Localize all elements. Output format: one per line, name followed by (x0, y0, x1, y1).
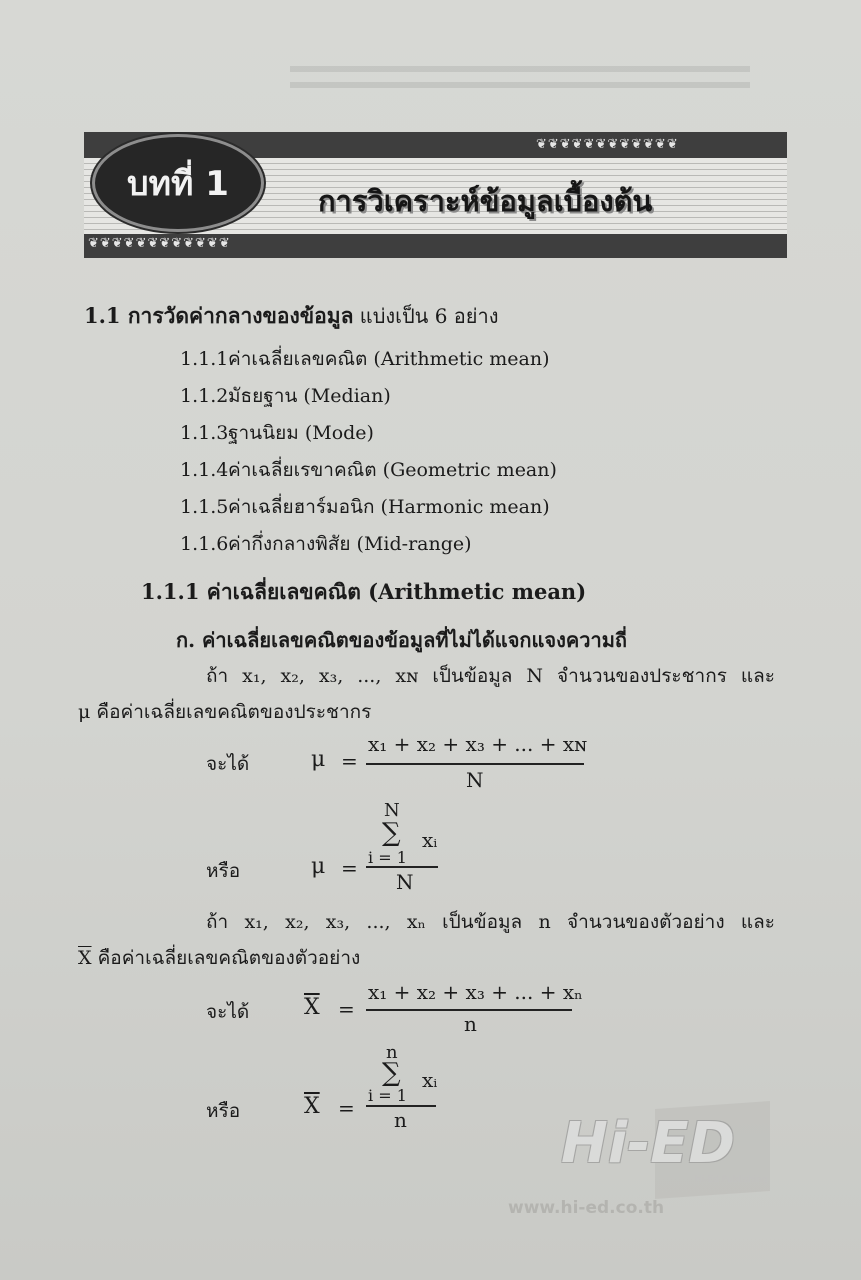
item-label: ฐานนิยม (Mode) (228, 422, 374, 444)
equals-sign: = (338, 997, 355, 1021)
bleed-through (290, 66, 750, 106)
summation-lower: i = 1 (368, 1086, 407, 1105)
item-label: ค่าเฉลี่ยเรขาคณิต (Geometric mean) (228, 459, 557, 481)
summation-upper: n (386, 1042, 398, 1063)
paragraph-text: คือค่าเฉลี่ยเลขคณิตของตัวอย่าง (91, 947, 361, 969)
item-label: มัธยฐาน (Median) (228, 385, 391, 407)
list-item (180, 455, 557, 492)
summation-term: xᵢ (422, 828, 438, 852)
item-number: 1.1.4 (180, 459, 229, 481)
paragraph-line: ถ้า x₁, x₂, x₃, ..., xɴ เป็นข้อมูล N จำนวนของประชากร และ (206, 665, 775, 687)
fraction-bar (366, 1009, 572, 1011)
xbar-symbol: $\overline{X}$ (304, 995, 320, 1020)
subsubsection-heading: ก. ค่าเฉลี่ยเลขคณิตของข้อมูลที่ไม่ได้แจกแจงความถี่ (176, 628, 628, 652)
leaf-ornament-icon: ❦❦❦❦❦❦❦❦❦❦❦❦ (536, 137, 679, 152)
item-label: ค่าเฉลี่ยเลขคณิต (Arithmetic mean) (228, 348, 550, 370)
section-heading-main: 1.1 การวัดค่ากลางของข้อมูล (84, 303, 354, 328)
publisher-url: www.hi-ed.co.th (508, 1198, 665, 1218)
mu-symbol: μ (311, 854, 326, 879)
chapter-badge (92, 134, 264, 232)
fraction-denominator: n (464, 1012, 477, 1036)
section-heading-suffix: แบ่งเป็น 6 อย่าง (359, 304, 499, 328)
paragraph-line: ถ้า x₁, x₂, x₃, ..., xₙ เป็นข้อมูล n จำนวนของตัวอย่าง และ (206, 911, 775, 933)
mu-symbol: μ (311, 747, 326, 772)
item-label: ค่ากึ่งกลางพิสัย (Mid-range) (228, 533, 472, 555)
item-number: 1.1.2 (180, 385, 229, 407)
logo-text: Hi-ED (561, 1111, 736, 1176)
fraction-bar (366, 866, 438, 868)
fraction-numerator: x₁ + x₂ + x₃ + ... + xɴ (368, 732, 588, 756)
summation-upper: N (384, 800, 400, 821)
equals-sign: = (341, 856, 358, 880)
equals-sign: = (338, 1096, 355, 1120)
equation-label: จะได้ (206, 753, 250, 775)
fraction-bar (366, 1105, 436, 1107)
item-number: 1.1.5 (180, 496, 229, 518)
fraction-denominator: N (396, 870, 414, 894)
list-item (180, 381, 557, 418)
fraction-bar (366, 763, 584, 765)
chapter-banner (84, 132, 787, 258)
logo-subtext: Hi-Ed Publishing (695, 1175, 768, 1185)
equation-label: หรือ (206, 1100, 241, 1122)
equals-sign: = (341, 749, 358, 773)
list-item (180, 529, 557, 566)
fraction-denominator: n (394, 1108, 407, 1132)
summation-term: xᵢ (422, 1068, 438, 1092)
chapter-number: บทที่ 1 (127, 164, 229, 204)
sample-paragraph (78, 904, 775, 976)
equation-label: จะได้ (206, 1001, 250, 1023)
leaf-ornament-icon: ❦❦❦❦❦❦❦❦❦❦❦❦ (88, 236, 231, 251)
section-heading (84, 300, 499, 333)
item-number: 1.1.3 (180, 422, 229, 444)
publisher-logo (555, 1105, 775, 1205)
item-number: 1.1.1 (180, 348, 229, 370)
xbar-symbol: $\overline{X}$ (78, 947, 92, 969)
item-number: 1.1.6 (180, 533, 229, 555)
paragraph-line: μ คือค่าเฉลี่ยเลขคณิตของประชากร (78, 701, 372, 723)
list-item (180, 418, 557, 455)
fraction-numerator: x₁ + x₂ + x₃ + ... + xₙ (368, 980, 583, 1004)
list-item (180, 344, 557, 381)
subsection-heading: 1.1.1 ค่าเฉลี่ยเลขคณิต (Arithmetic mean) (141, 579, 587, 604)
section-topic-list (180, 344, 557, 566)
list-item (180, 492, 557, 529)
xbar-symbol: $\overline{X}$ (304, 1094, 320, 1119)
item-label: ค่าเฉลี่ยฮาร์มอนิก (Harmonic mean) (228, 496, 550, 518)
population-paragraph (78, 658, 775, 730)
summation-icon: ∑ (382, 1058, 401, 1088)
paragraph-line (78, 947, 360, 969)
summation-icon: ∑ (382, 818, 401, 848)
equation-label: หรือ (206, 860, 241, 882)
summation-lower: i = 1 (368, 848, 407, 867)
chapter-title: การวิเคราะห์ข้อมูลเบื้องต้น (318, 184, 653, 218)
fraction-denominator: N (466, 768, 484, 792)
